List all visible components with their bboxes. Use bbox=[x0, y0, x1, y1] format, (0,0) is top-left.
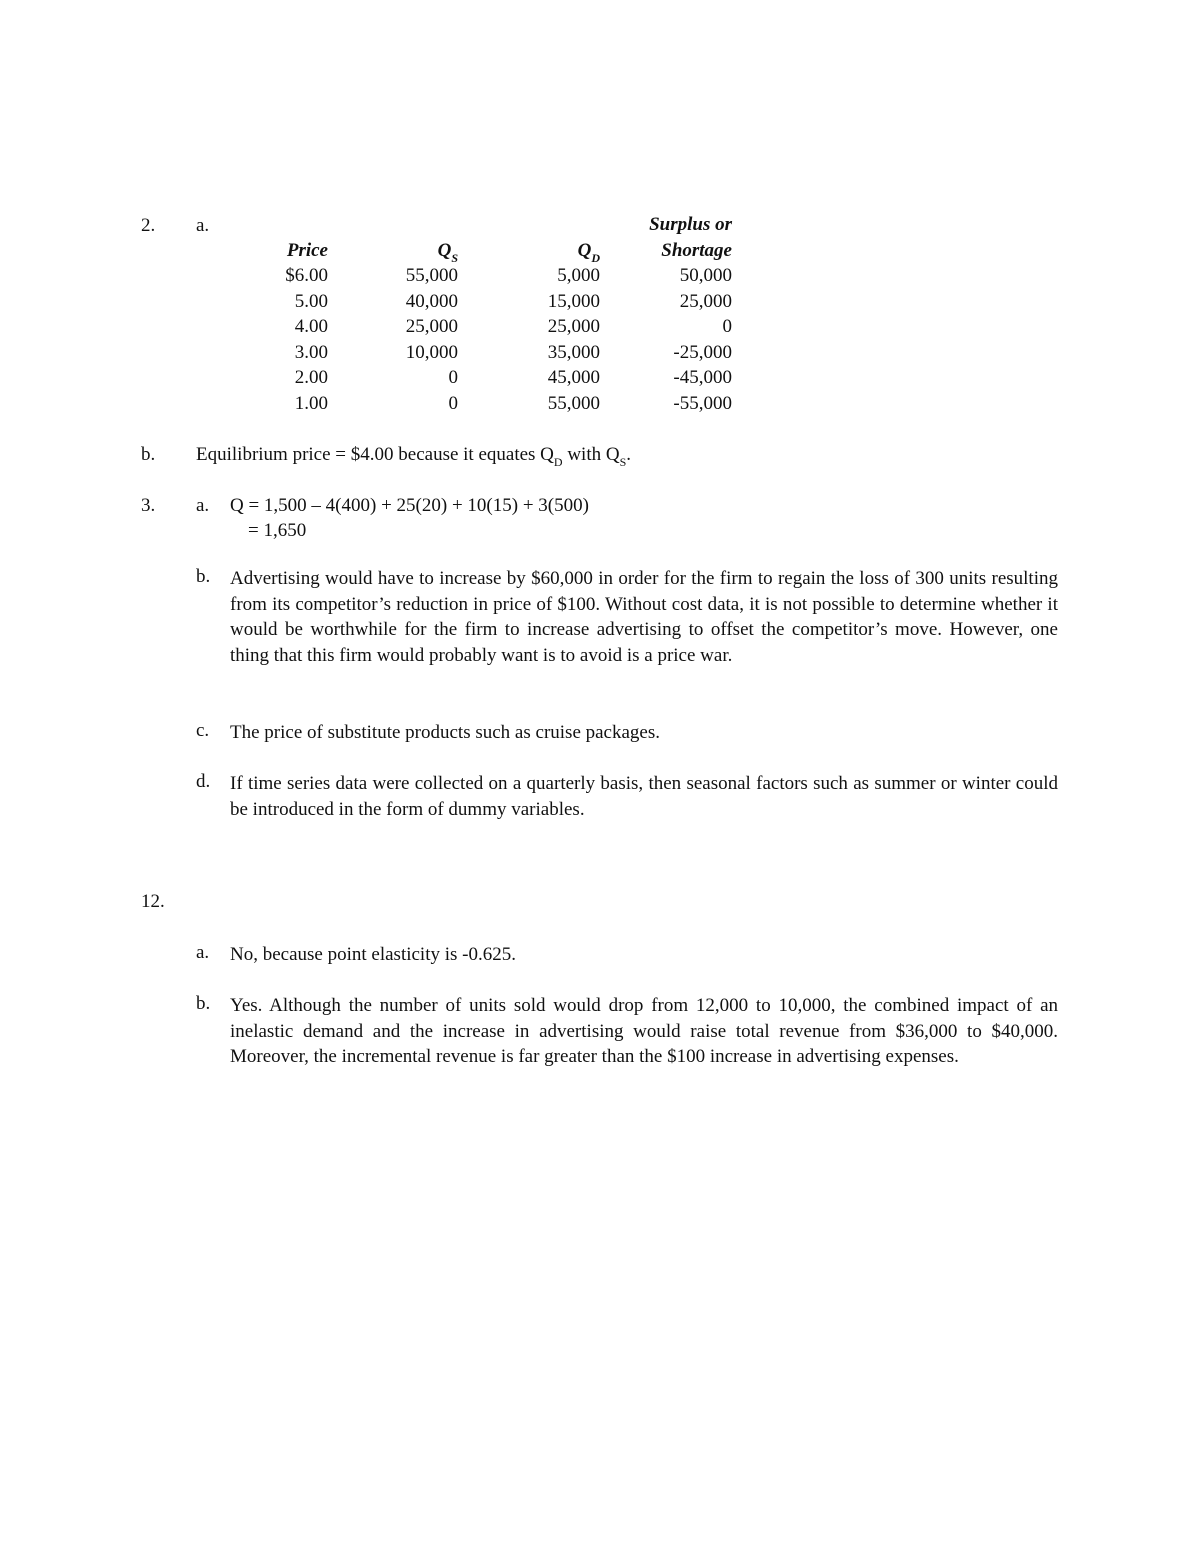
header-qs-sub: S bbox=[451, 251, 458, 265]
table-cell-surplus: 0 bbox=[722, 316, 732, 337]
table-cell-surplus: -55,000 bbox=[673, 393, 732, 414]
question-3d-label: d. bbox=[196, 771, 211, 792]
table-cell-price: 3.00 bbox=[294, 342, 328, 363]
header-price: Price bbox=[286, 240, 328, 261]
table-cell-price: 4.00 bbox=[294, 316, 328, 337]
q2b-sub-s: S bbox=[619, 455, 627, 469]
q2b-sub-d: D bbox=[553, 455, 563, 469]
question-3a-label: a. bbox=[196, 495, 210, 516]
table-cell-surplus: 25,000 bbox=[679, 291, 732, 312]
table-cell-qs: 40,000 bbox=[405, 291, 458, 312]
header-qs bbox=[378, 240, 458, 265]
question-2b-label: b. bbox=[141, 444, 156, 465]
q2b-text-start: Equilibrium price = $4.00 because it equates Q bbox=[196, 444, 554, 465]
table-cell-surplus: 50,000 bbox=[679, 265, 732, 286]
question-3a-equation: Q = 1,500 – 4(400) + 25(20) + 10(15) + 3(500) bbox=[230, 495, 589, 516]
table-cell-price: 2.00 bbox=[294, 367, 328, 388]
header-qd-letter: Q bbox=[577, 240, 592, 261]
table-cell-price: 1.00 bbox=[294, 393, 328, 414]
table-cell-qd: 45,000 bbox=[547, 367, 600, 388]
header-qd bbox=[520, 240, 600, 265]
question-2b-text bbox=[196, 444, 632, 469]
table-cell-price: 5.00 bbox=[294, 291, 328, 312]
question-12-number: 12. bbox=[141, 891, 165, 912]
question-2-number: 2. bbox=[141, 215, 156, 236]
table-cell-surplus: -25,000 bbox=[673, 342, 732, 363]
header-surplus-line1: Surplus or bbox=[649, 214, 732, 235]
table-cell-qd: 15,000 bbox=[547, 291, 600, 312]
question-3b-label: b. bbox=[196, 566, 211, 587]
table-cell-qd: 5,000 bbox=[557, 265, 600, 286]
question-12b-label: b. bbox=[196, 993, 211, 1014]
table-cell-qs: 25,000 bbox=[405, 316, 458, 337]
table-cell-price: $6.00 bbox=[285, 265, 328, 286]
header-qs-letter: Q bbox=[437, 240, 452, 261]
table-cell-qd: 25,000 bbox=[547, 316, 600, 337]
table-cell-qs: 55,000 bbox=[405, 265, 458, 286]
table-cell-qs: 0 bbox=[448, 393, 458, 414]
table-cell-qd: 55,000 bbox=[547, 393, 600, 414]
table-cell-qd: 35,000 bbox=[547, 342, 600, 363]
table-cell-surplus: -45,000 bbox=[673, 367, 732, 388]
question-12a-text: No, because point elasticity is -0.625. bbox=[230, 944, 516, 965]
header-surplus-line2: Shortage bbox=[661, 240, 732, 261]
question-12b-text: Yes. Although the number of units sold would drop from 12,000 to 10,000, the combined impact of an inelastic demand and the increase in advertising would raise total revenue from $36,000 to $40,000. Moreover, the incremental revenue is far greater than the $100 increase in advertising expenses. bbox=[230, 995, 1058, 1068]
q2b-text-mid: with Q bbox=[562, 444, 620, 465]
q2b-text-end: . bbox=[626, 444, 632, 465]
question-3a-result: = 1,650 bbox=[248, 520, 307, 541]
question-2a-label: a. bbox=[196, 215, 210, 236]
question-3c-label: c. bbox=[196, 720, 210, 741]
table-cell-qs: 10,000 bbox=[405, 342, 458, 363]
header-qd-sub: D bbox=[591, 251, 600, 265]
question-3d-text: If time series data were collected on a quarterly basis, then seasonal factors such as summer or winter could be introduced in the form of dummy variables. bbox=[230, 773, 1058, 820]
question-12a-label: a. bbox=[196, 942, 210, 963]
question-3b-text: Advertising would have to increase by $60,000 in order for the firm to regain the loss of 300 units resulting from its competitor’s reduction in price of $100. Without cost data, it is not possible to determine whether it would be worthwhile for the firm to increase advertising to offset the competitor’s move. However, one thing that this firm would probably want is to avoid is a price war. bbox=[230, 568, 1058, 666]
question-3c-text: The price of substitute products such as cruise packages. bbox=[230, 722, 661, 743]
table-cell-qs: 0 bbox=[448, 367, 458, 388]
question-3-number: 3. bbox=[141, 495, 156, 516]
